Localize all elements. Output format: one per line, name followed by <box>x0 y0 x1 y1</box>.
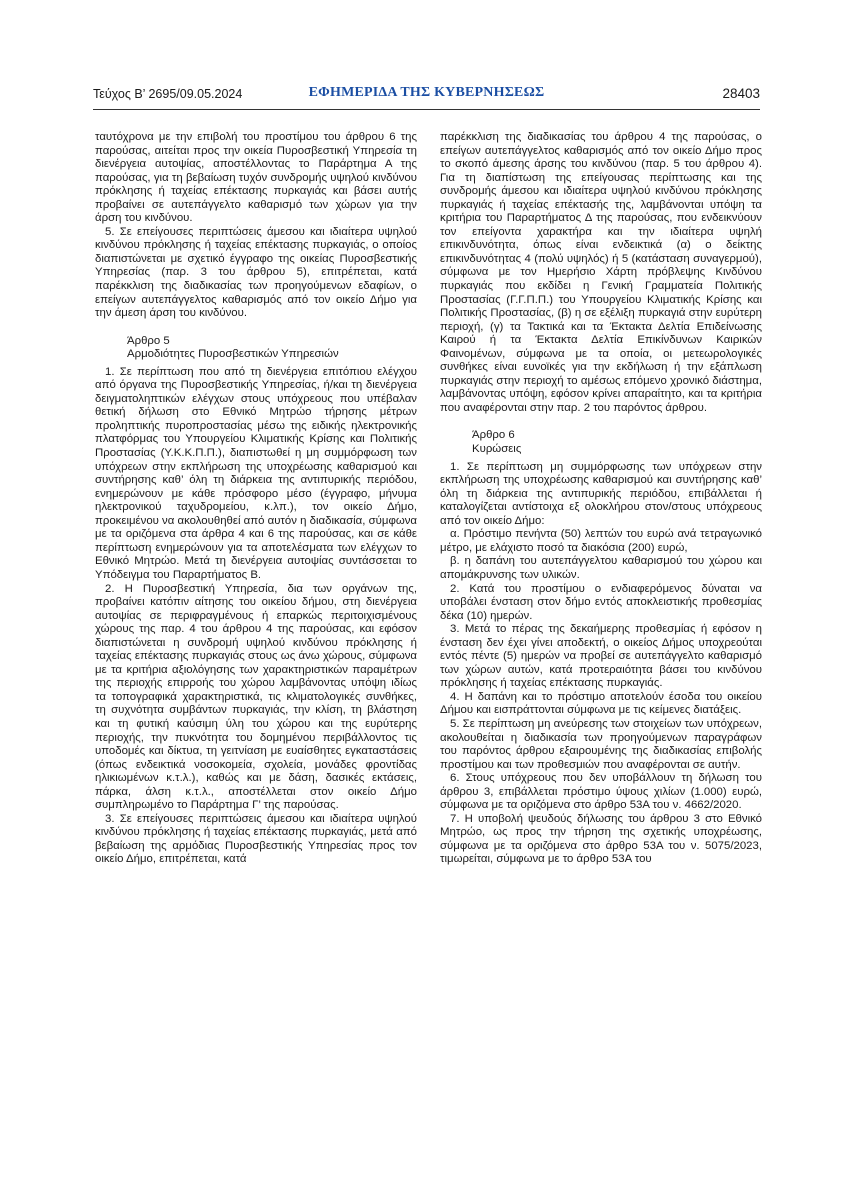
article-5-paragraph-3: 3. Σε επείγουσες περιπτώσεις άμεσου και ιδιαίτερα υψηλού κινδύνου πρόκλησης ή ταχείας επέκτασης πυρκαγιάς, μετά από βεβαίωση της αρμόδιας Πυροσβεστικής Υπηρεσίας προς τον οικείο Δήμο, επιτρέπεται, κατά <box>95 812 417 866</box>
article-6-paragraph-4: 4. Η δαπάνη και το πρόστιμο αποτελούν έσοδα του οικείου Δήμου και εισπράττονται σύμφωνα με τις κείμενες διατάξεις. <box>440 690 762 717</box>
article-6-paragraph-3: 3. Μετά το πέρας της δεκαήμερης προθεσμίας ή εφόσον η ένσταση δεν έχει γίνει αποδεκτή, ο οικείος Δήμος υποχρεούται εντός πέντε (5) ημερών να προβεί σε αυτεπάγγελτο καθαρισμό των χώρων αυτών, κατά προτεραιότητα βάσει του κινδύνου πρόκλησης ή ταχείας επέκτασης πυρκαγιάς. <box>440 623 762 690</box>
article-6-paragraph-2: 2. Κατά του προστίμου ο ενδιαφερόμενος δύναται να υποβάλει ένσταση στον δήμο εντός αποκλειστικής προθεσμίας δέκα (10) ημερών. <box>440 582 762 622</box>
article-6-item-a: α. Πρόστιμο πενήντα (50) λεπτών του ευρώ ανά τετραγωνικό μέτρο, με ελάχιστο ποσό τα διακόσια (200) ευρώ, <box>440 528 762 554</box>
article-6-item-b: β. η δαπάνη του αυτεπάγγελτου καθαρισμού του χώρου και απομάκρυνσης των υλικών. <box>440 555 762 581</box>
header-rule <box>93 109 760 110</box>
article-6-paragraph-7: 7. Η υποβολή ψευδούς δήλωσης του άρθρου 3 στο Εθνικό Μητρώο, ως προς την τήρηση της σχετικής υποχρέωσης, σύμφωνα με τα οριζόμενα στο άρθρο 53Α του ν. 5075/2023, τιμωρείται, σύμφωνα με το άρθρο 53Α του <box>440 812 762 866</box>
right-column <box>440 131 762 867</box>
paragraph-5: 5. Σε επείγουσες περιπτώσεις άμεσου και ιδιαίτερα υψηλού κινδύνου πρόκλησης ή ταχείας επέκτασης πυρκαγιάς, ο οποίος διαπιστώνεται με σχετικό έγγραφο της οικείας Πυροσβεστικής Υπηρεσίας (παρ. 3 του άρθρου 5), επιτρέπεται, κατά παρέκκλιση της διαδικασίας των προηγούμενων εδαφίων, ο επείγων αυτεπάγγελτος καθαρισμός από τον οικείο Δήμο για την άμεση άρση του κινδύνου. <box>95 225 417 320</box>
article-5-paragraph-2: 2. Η Πυροσβεστική Υπηρεσία, δια των οργάνων της, προβαίνει κατόπιν αίτησης του οικείου δήμου, στη διενέργεια αυτοψίας σε περιφραγμένους ή επαρκώς περιτοιχισμένους χώρους της παρ. 4 του άρθρου 4 της παρούσας, και εφόσον διαπιστώνεται η συνδρομή υψηλού κινδύνου πρόκλησης ή ταχείας επέκτασης πυρκαγιάς στους ως άνω χώρους, σύμφωνα με τα κριτήρια αξιολόγησης των χαρακτηριστικών παραμέτρων της περιοχής επιρροής του χώρου λαμβάνοντας υπόψη ιδίως τα τοπογραφικά χαρακτηριστικά, τις κλιματολογικές συνθήκες, τη συχνότητα συμβάντων πυρκαγιάς, την κλίση, τη βλάστηση και τη φυτική καύσιμη ύλη του χώρου και της ευρύτερης περιοχής, την πυκνότητα του δομημένου περιβάλλοντος τις υποδομές και δίκτυα, τη γειτνίαση με ευαίσθητες εγκαταστάσεις (όπως ενδεικτικά νοσοκομεία, σχολεία, μονάδες φροντίδας ηλικιωμένων κ.τ.λ.), καθώς και με δάση, δασικές εκτάσεις, πάρκα, άλση κ.τ.λ., αποστέλλεται στον οικείο Δήμο συμπληρωμένο το Παράρτημα Γ’ της παρούσας. <box>95 582 417 812</box>
left-column <box>95 131 417 867</box>
page-header <box>93 84 760 106</box>
article-5-subtitle: Αρμοδιότητες Πυροσβεστικών Υπηρεσιών <box>127 348 339 361</box>
page-number: 28403 <box>722 86 760 101</box>
issue-reference: Τεύχος Β’ 2695/09.05.2024 <box>93 87 243 101</box>
article-6-paragraph-6: 6. Στους υπόχρεους που δεν υποβάλλουν τη δήλωση του άρθρου 3, επιβάλλεται πρόστιμο ύψους χιλίων (1.000) ευρώ, σύμφωνα με τα οριζόμενα στο άρθρο 53Α του ν. 4662/2020. <box>440 772 762 812</box>
gazette-title: ΕΦΗΜΕΡΙΔΑ ΤΗΣ ΚΥΒΕΡΝΗΣΕΩΣ <box>308 85 545 100</box>
article-6-title: Άρθρο 6 <box>472 429 515 442</box>
article-5-title: Άρθρο 5 <box>127 334 170 347</box>
article-5-paragraph-1: 1. Σε περίπτωση που από τη διενέργεια επιτόπιου ελέγχου από όργανα της Πυροσβεστικής Υπηρεσίας, ή/και τη διενέργεια δειγματοληπτικών ελέγχων στους υπόχρεους που υπέβαλαν θετική δήλωση στο Εθνικό Μητρώο τήρησης μέτρων προληπτικής πυροπροστασίας μέσω της ειδικής ηλεκτρονικής πλατφόρμας του Υπουργείου Κλιματικής Κρίσης και Πολιτικής Προστασίας (Υ.Κ.Κ.Π.Π.), διαπιστωθεί η μη συμμόρφωση των υπόχρεων στην εκπλήρωση της υποχρέωσης καθαρισμού και συντήρησης καθ’ όλη τη διάρκεια της αντιπυρικής περιόδου, ενημερώνουν με κάθε πρόσφορο μέσο (έγγραφο, μήνυμα ηλεκτρονικού ταχυδρομείου, κ.λπ.), τον οικείο Δήμο, προκειμένου να ακολουθηθεί από αυτόν η διαδικασία, σύμφωνα με τα οριζόμενα στα άρθρα 4 και 6 της παρούσας, και σε κάθε περίπτωση ενημερώνουν για τα αποτελέσματα των ελέγχων το Εθνικό Μητρώο. Μετά τη διενέργεια αυτοψίας συντάσσεται το Υπόδειγμα του Παραρτήματος Β. <box>95 365 417 581</box>
paragraph-continued: ταυτόχρονα με την επιβολή του προστίμου του άρθρου 6 της παρούσας, αιτείται προς την οικεία Πυροσβεστική Υπηρεσία τη διενέργεια αυτοψίας, αποστέλλοντας το Παράρτημα Α της παρούσας, για τη βεβαίωση τυχόν συνδρομής υψηλού κινδύνου πρόκλησης ή ταχείας επέκτασης πυρκαγιάς και βάσει αυτής προβαίνει σε αυτεπάγγελτο καθαρισμό των χώρων για την άρση του κινδύνου. <box>95 131 417 225</box>
article-6-paragraph-1: 1. Σε περίπτωση μη συμμόρφωσης των υπόχρεων στην εκπλήρωση της υποχρέωσης καθαρισμού και συντήρησης καθ’ όλη τη διάρκεια της αντιπυρικής περιόδου, επιβάλλεται ή καταλογίζεται αντίστοιχα εξ ολοκλήρου στον/στους υπόχρεους από τον οικείο Δήμο: <box>440 460 762 527</box>
paragraph-continued: παρέκκλιση της διαδικασίας του άρθρου 4 της παρούσας, ο επείγων αυτεπάγγελτος καθαρισμός από τον οικείο Δήμο προς το σκοπό άμεσης άρσης του κινδύνου (παρ. 5 του άρθρου 4). Για τη διαπίστωση της επείγουσας περίπτωσης και της συνδρομής άμεσου και ιδιαίτερα υψηλού κινδύνου πρόκλησης πυρκαγιάς ή ταχείας επέκτασής της, λαμβάνονται υπόψη τα κριτήρια του Παραρτήματος Δ της παρούσας, που ενδεικνύουν τον επείγοντα χαρακτήρα και την ιδιαίτερα υψηλή επικινδυνότητα, όπως είναι ενδεικτικά (α) ο δείκτης επικινδυνότητας 4 (πολύ υψηλός) ή 5 (κατάσταση συναγερμού), σύμφωνα με τον Ημερήσιο Χάρτη πρόβλεψης Κινδύνου πυρκαγιάς που εκδίδει η Γενική Γραμματεία Πολιτικής Προστασίας (Γ.Γ.Π.Π.) του Υπουργείου Κλιματικής Κρίσης και Πολιτικής Προστασίας, (β) η σε εξέλιξη πυρκαγιά στην ευρύτερη περιοχή, (γ) τα Τακτικά και τα Έκτακτα Δελτία Επιδείνωσης Καιρού ή τα Έκτακτα Δελτία Επικίνδυνων Καιρικών Φαινομένων, σύμφωνα με τα οποία, οι μετεωρολογικές συνθήκες είναι ευνοϊκές για την εκδήλωση ή την εξάπλωση πυρκαγιάς στην περιοχή το αμέσως επόμενο χρονικό διάστημα, λαμβάνοντας υπόψη, εφόσον κρίνει απαραίτητο, και τα κριτήρια που αναφέρονται στην παρ. 2 του παρόντος άρθρου. <box>440 131 762 414</box>
article-6-paragraph-5: 5. Σε περίπτωση μη ανεύρεσης των στοιχείων των υπόχρεων, ακολουθείται η διαδικασία των προηγούμενων παραγράφων του παρόντος άρθρου εξαιρουμένης της διαδικασίας επιβολής προστίμου και των προθεσμιών που αναφέρονται σε αυτήν. <box>440 717 762 771</box>
article-6-subtitle: Κυρώσεις <box>472 443 522 456</box>
